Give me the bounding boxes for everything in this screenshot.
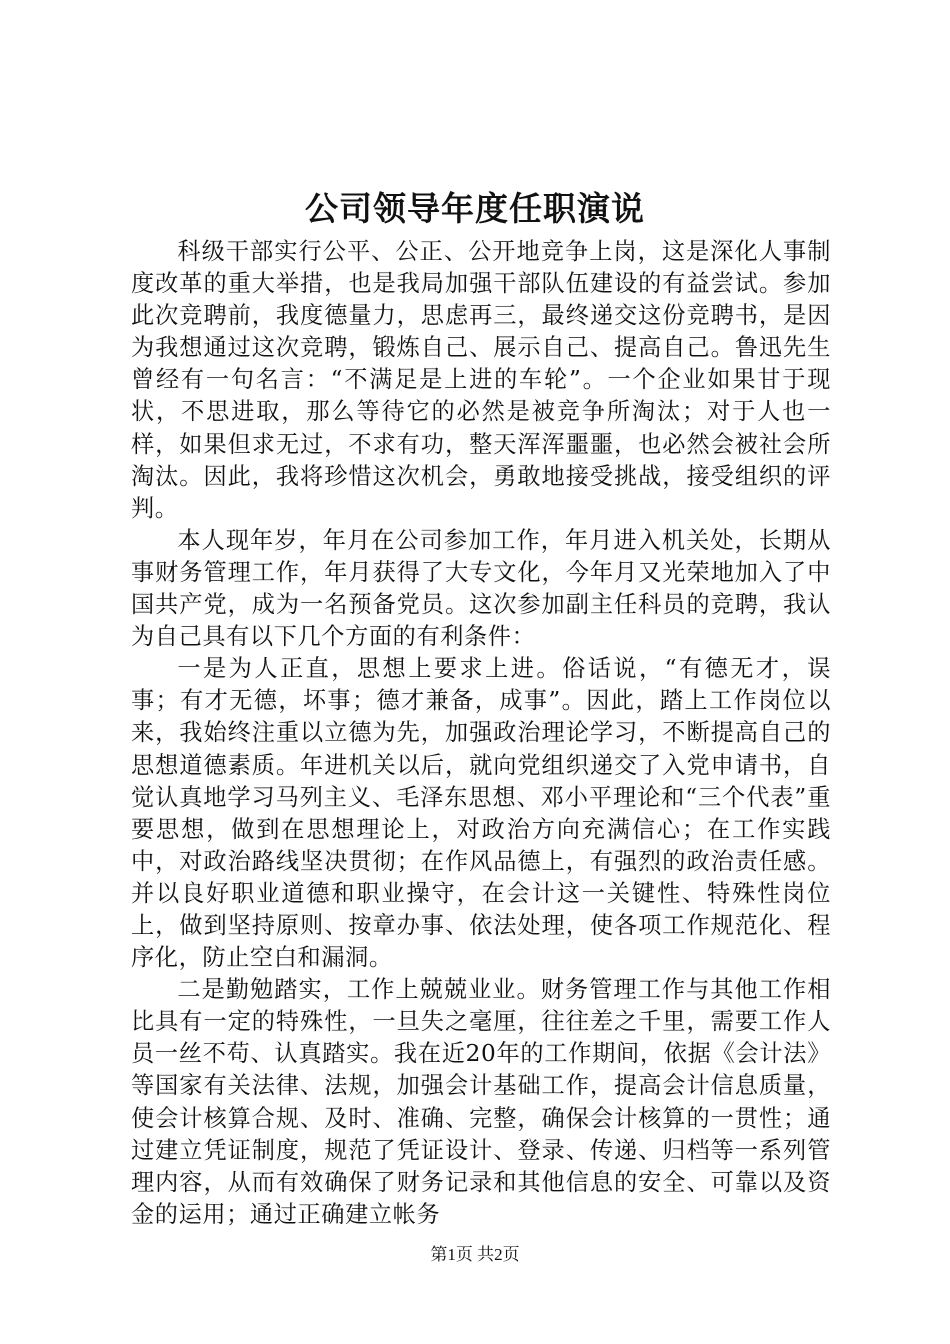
- paragraph-2: 本人现年岁，年月在公司参加工作，年月进入机关处，长期从事财务管理工作，年月获得了大专文化，今年月又光荣地加入了中国共产党，成为一名预备党员。这次参加副主任科员的竞聘，我认为自己具有以下几个方面的有利条件：: [131, 526, 831, 651]
- document-title: 公司领导年度任职演说: [305, 189, 645, 228]
- paragraph-4: 二是勤勉踏实，工作上兢兢业业。财务管理工作与其他工作相比具有一定的特殊性，一旦失之毫厘，往往差之千里，需要工作人员一丝不苟、认真踏实。我在近20年的工作期间，依据《会计法》等国家有关法律、法规，加强会计基础工作，提高会计信息质量，使会计核算合规、及时、准确、完整，确保会计核算的一贯性；通过建立凭证制度，规范了凭证设计、登录、传递、归档等一系列管理内容，从而有效确保了财务记录和其他信息的安全、可靠以及资金的运用；通过正确建立帐务: [131, 976, 831, 1228]
- page-number-footer: 第1页 共2页: [430, 1245, 520, 1264]
- paragraph-3: 一是为人正直，思想上要求上进。俗话说，“有德无才，误事；有才无德，坏事；德才兼备，成事”。因此，踏上工作岗位以来，我始终注重以立德为先，加强政治理论学习，不断提高自己的思想道德素质。年进机关以后，就向党组织递交了入党申请书，自觉认真地学习马列主义、毛泽东思想、邓小平理论和“三个代表”重要思想，做到在思想理论上，对政治方向充满信心；在工作实践中，对政治路线坚决贯彻；在作风品德上，有强烈的政治责任感。并以良好职业道德和职业操守，在会计这一关键性、特殊性岗位上，做到坚持原则、按章办事、依法处理，使各项工作规范化、程序化，防止空白和漏洞。: [131, 655, 831, 972]
- document-body: [131, 236, 831, 1231]
- paragraph-1: 科级干部实行公平、公正、公开地竞争上岗，这是深化人事制度改革的重大举措，也是我局加强干部队伍建设的有益尝试。参加此次竞聘前，我度德量力，思虑再三，最终递交这份竞聘书，是因为我想通过这次竞聘，锻炼自己、展示自己、提高自己。鲁迅先生曾经有一句名言：“不满足是上进的车轮”。一个企业如果甘于现状，不思进取，那么等待它的必然是被竞争所淘汰；对于人也一样，如果但求无过，不求有功，整天浑浑噩噩，也必然会被社会所淘汰。因此，我将珍惜这次机会，勇敢地接受挑战，接受组织的评判。: [131, 238, 831, 522]
